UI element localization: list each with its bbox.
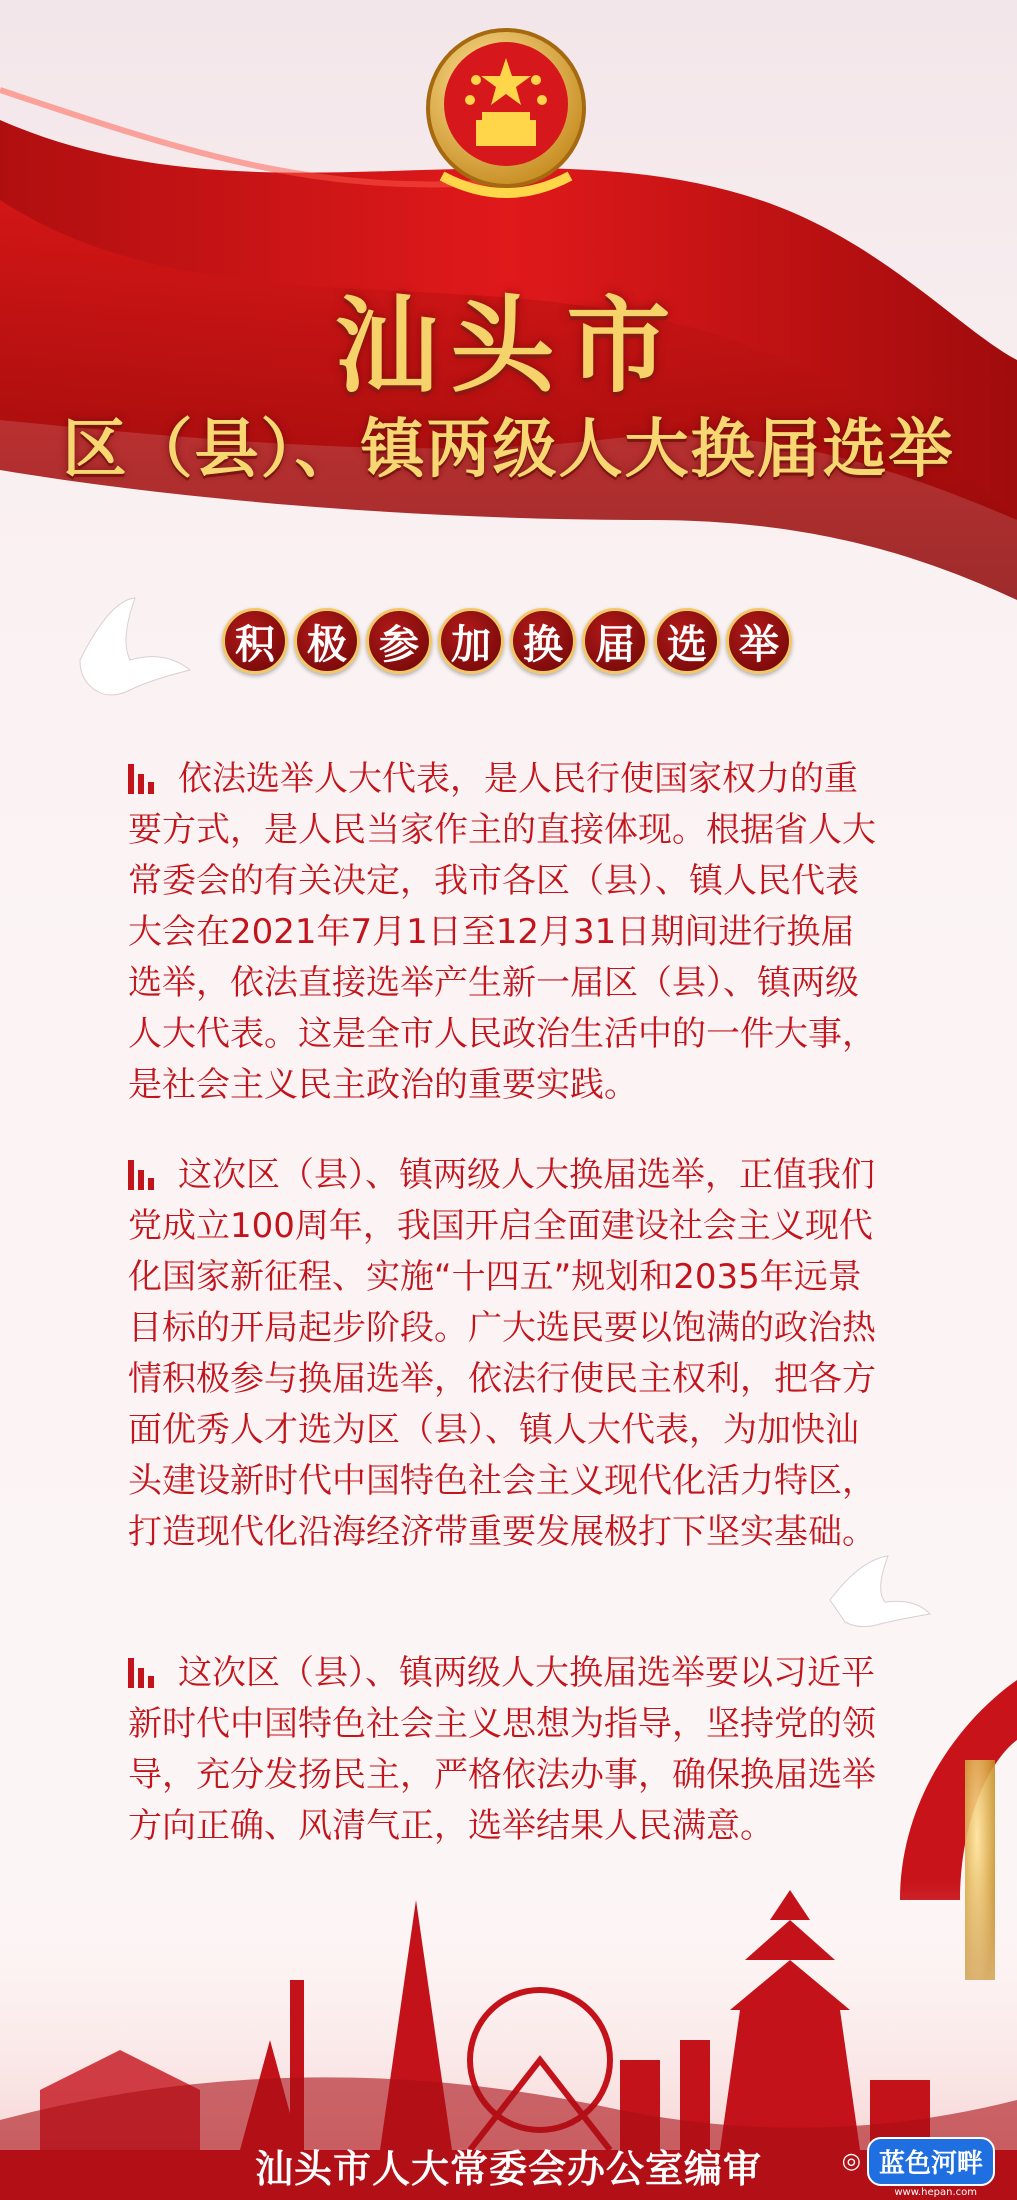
bar-chart-icon xyxy=(128,762,156,794)
slogan-char: 积 xyxy=(222,608,288,674)
paragraph xyxy=(128,754,888,1111)
watermark-url: www.hepan.com xyxy=(894,2187,977,2198)
title-sub: 区（县）、镇两级人大换届选举 xyxy=(62,413,955,487)
paragraph-text: 这次区（县）、镇两级人大换届选举，正值我们党成立100周年，我国开启全面建设社会主义现代化国家新征程、实施“十四五”规划和2035年远景目标的开局起步阶段。广大选民要以饱满的政治热情积极参与换届选举，依法行使民主权利，把各方面优秀人才选为区（县）、镇人大代表，为加快汕头建设新时代中国特色社会主义现代化活力特区，打造现代化沿海经济带重要发展极打下坚实基础。 xyxy=(128,1155,876,1552)
slogan-char: 加 xyxy=(438,608,504,674)
paragraph-text: 依法选举人大代表，是人民行使国家权力的重要方式，是人民当家作主的直接体现。根据省人大常委会的有关决定，我市各区（县）、镇人民代表大会在2021年7月1日至12月31日期间进行换届选举，依法直接选举产生新一届区（县）、镇两级人大代表。这是全市人民政治生活中的一件大事，是社会主义民主政治的重要实践。 xyxy=(128,759,876,1105)
paragraph xyxy=(128,1648,888,1852)
watermark xyxy=(842,2137,995,2186)
watermark-logo: 蓝色河畔 xyxy=(867,2137,995,2186)
bar-chart-icon xyxy=(128,1158,156,1190)
wechat-icon: ◎ xyxy=(841,2149,861,2174)
slogan-char: 举 xyxy=(726,608,792,674)
slogan-char: 选 xyxy=(654,608,720,674)
slogan-char: 极 xyxy=(294,608,360,674)
paragraph-text: 这次区（县）、镇两级人大换届选举要以习近平新时代中国特色社会主义思想为指导，坚持党的领导，充分发扬民主，严格依法办事，确保换届选举方向正确、风清气正，选举结果人民满意。 xyxy=(128,1653,876,1846)
publisher-label: 汕头市人大常委会办公室编审 xyxy=(254,2147,762,2191)
paragraph xyxy=(128,1150,888,1558)
slogan-badges xyxy=(207,608,807,674)
slogan-char: 换 xyxy=(510,608,576,674)
slogan-char: 届 xyxy=(582,608,648,674)
title-city: 汕头市 xyxy=(334,285,683,407)
slogan-char: 参 xyxy=(366,608,432,674)
bar-chart-icon xyxy=(128,1656,156,1688)
